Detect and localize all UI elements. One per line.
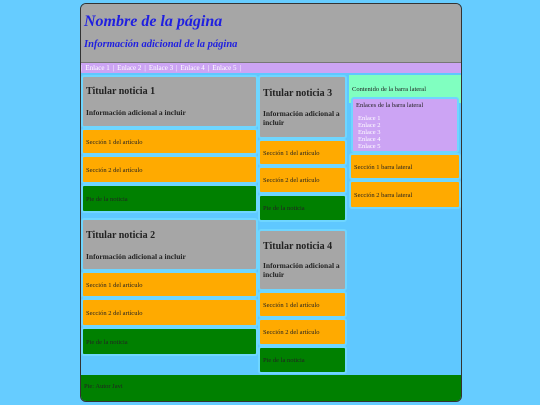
article-1-info: Información adicional a incluir: [86, 108, 186, 117]
article-4-section-2-text: Sección 2 del artículo: [263, 329, 320, 336]
article-2-section-1-text: Sección 1 del artículo: [86, 282, 143, 289]
article-1-header: [81, 75, 258, 128]
article-1-section-2: [81, 155, 258, 184]
article-4-footer: [258, 346, 347, 374]
main-nav: | Enlace 1 | Enlace 2 | Enlace 3 | Enlace 4 | Enlace 5 |: [81, 63, 461, 73]
article-4-footer-text: Pie de la noticia: [263, 357, 305, 364]
page-container: [80, 3, 462, 402]
article-4-section-2: [258, 318, 347, 346]
sidebar-link-4[interactable]: Enlace 4: [358, 136, 381, 143]
sidebar-content-label: Contenido de la barra lateral: [352, 86, 426, 93]
nav-link-2[interactable]: Enlace 2: [117, 64, 142, 72]
nav-link-3[interactable]: Enlace 3: [148, 64, 174, 72]
article-4-section-1: [258, 291, 347, 318]
article-3-header: [258, 75, 347, 139]
sidebar-link-3[interactable]: Enlace 3: [358, 129, 381, 136]
article-2-section-2: [81, 298, 258, 327]
page-title: Nombre de la página: [84, 13, 223, 30]
page-header: [81, 4, 461, 63]
sidebar-section-1: [349, 153, 461, 180]
sidebar-link-1[interactable]: Enlace 1: [358, 115, 381, 122]
nav-link-5[interactable]: Enlace 5: [212, 64, 237, 72]
article-2-section-2-text: Sección 2 del artículo: [86, 310, 143, 317]
article-1-section-1-text: Sección 1 del artículo: [86, 139, 143, 146]
article-1-title: Titular noticia 1: [86, 86, 156, 97]
article-3-section-2: [258, 166, 347, 194]
article-4-title: Titular noticia 4: [263, 241, 333, 252]
article-3-title: Titular noticia 3: [263, 88, 333, 99]
sidebar-links-title: Enlaces de la barra lateral: [356, 102, 424, 109]
article-3-footer: [258, 194, 347, 222]
article-4-header: [258, 229, 347, 291]
page-footer-text: Pie: Autor Javi: [84, 383, 123, 390]
article-3-info: Información adicional a incluir: [263, 109, 340, 127]
sidebar-links: [351, 97, 459, 153]
sidebar-section-2: [349, 180, 461, 209]
page-subtitle: Información adicional de la página: [84, 39, 238, 50]
nav-link-4[interactable]: Enlace 4: [180, 64, 205, 72]
article-2-header: [81, 218, 258, 271]
article-2-footer-text: Pie de la noticia: [86, 339, 128, 346]
sidebar-link-2[interactable]: Enlace 2: [358, 122, 381, 129]
article-1-footer: [81, 184, 258, 213]
nav-link-1[interactable]: Enlace 1: [85, 64, 110, 72]
article-4-info: Información adicional a incluir: [263, 261, 340, 279]
article-3-section-1: [258, 139, 347, 166]
article-1-section-2-text: Sección 2 del artículo: [86, 167, 143, 174]
article-2-title: Titular noticia 2: [86, 230, 156, 241]
page-footer: [81, 375, 461, 401]
article-2-section-1: [81, 271, 258, 298]
sidebar-link-5[interactable]: Enlace 5: [358, 143, 381, 150]
sidebar-section-1-text: Sección 1 barra lateral: [354, 164, 413, 171]
article-3-footer-text: Pie de la noticia: [263, 205, 305, 212]
article-2-info: Información adicional a incluir: [86, 252, 186, 261]
article-3-section-2-text: Sección 2 del artículo: [263, 177, 320, 184]
article-1-section-1: [81, 128, 258, 155]
article-4-section-1-text: Sección 1 del artículo: [263, 302, 320, 309]
article-2-footer: [81, 327, 258, 356]
article-1-footer-text: Pie de la noticia: [86, 196, 128, 203]
article-3-section-1-text: Sección 1 del artículo: [263, 150, 320, 157]
sidebar-section-2-text: Sección 2 barra lateral: [354, 192, 413, 199]
sidebar-links-list: [358, 115, 381, 150]
